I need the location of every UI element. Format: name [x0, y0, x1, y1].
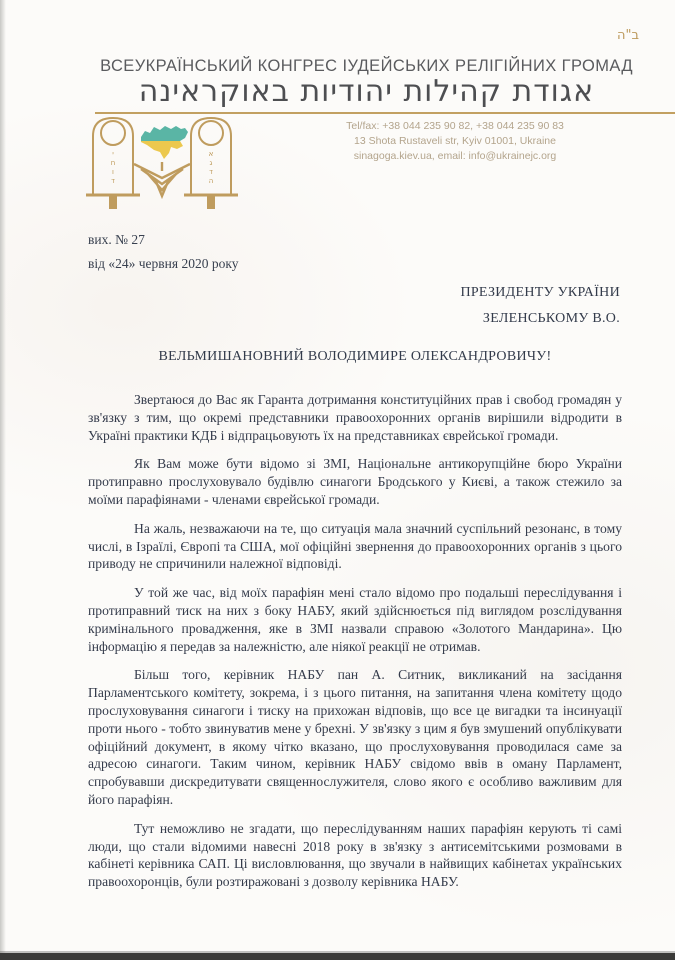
svg-text:ד: ד [209, 168, 213, 176]
left-scroll-handle [109, 196, 117, 209]
org-name-ukrainian: ВСЕУКРАЇНСЬКИЙ КОНГРЕС ІУДЕЙСЬКИХ РЕЛІГІЙНИХ ГРОМАД [100, 57, 633, 75]
reference-block [88, 228, 238, 276]
contact-web-email: sinagoga.kiev.ua, email: info@ukrainejc.org [353, 150, 557, 162]
paragraph: Тут неможливо не згадати, що переслідуванням наших парафіян керують ті самі люди, що стали відомими навесні 2018 року в зв'язку з антисемітськими розмовами в кабінеті керівника САП. Ці висловлювання, що звучали в найвищих кабінетах українських правоохоронців, були розтиражовані з дозволу керівника НАБУ. [88, 820, 622, 890]
addressee-name: ЗЕЛЕНСЬКОМУ В.О. [482, 311, 620, 326]
svg-text:ד: ד [111, 177, 115, 185]
paragraph: На жаль, незважаючи на те, що ситуація мала значний суспільний резонанс, в тому числі, в Ізраїлі, Європі та США, мої офіційні звернення до правоохоронних органів з цього приводу не спричинили належної відповіді. [88, 520, 622, 572]
svg-text:ג: ג [209, 159, 213, 167]
paragraph: Більш того, керівник НАБУ пан А. Ситник, викликаний на засідання Парламентського комітету, зокрема, і з цього питання, на запитання члена комітету щодо прослуховування синагоги і тиску на прихожан відповів, що все це вигадки та інсинуації проти нього - тобто звинуватив мене у брехні. У зв'язку з цим я був змушений опублікувати офіційний документ, в якому чітко вказано, що прослуховування проводилася саме за адресою синагоги. Таким чином, керівник НАБУ свідомо ввів в оману Парламент, спробувавши дискредитувати священнослужителя, слово якого є особливо важливим для його парафіян. [88, 667, 622, 807]
right-scroll-handle [207, 196, 215, 209]
addressee-title: ПРЕЗИДЕНТУ УКРАЇНИ [460, 285, 620, 300]
org-name-hebrew: אגודת קהילות יהודיות באוקראינה [138, 74, 595, 109]
bh-hebrew-mark: ב"ה [617, 28, 639, 43]
svg-text:ה: ה [208, 177, 214, 185]
contact-block [305, 119, 605, 164]
salutation: ВЕЛЬМИШАНОВНИЙ ВОЛОДИМИРЕ ОЛЕКСАНДРОВИЧУ! [158, 349, 552, 364]
contact-address: 13 Shota Rustaveli str, Kyiv 01001, Ukraine [354, 135, 556, 147]
paragraph: Як Вам може бути відомо зі ЗМІ, Національне антикорупційне бюро України протиправно прослуховувало будівлю синагоги Бродського у Києві, а також стежило за моїми парафіянами - членами єврейської громади. [88, 456, 622, 507]
menorah-chevrons-icon [134, 162, 190, 196]
scan-bottom-edge [0, 953, 675, 960]
svg-text:ח: ח [110, 159, 116, 167]
addressee-block [460, 280, 620, 332]
paragraph: У той же час, від моїх парафіян мені стало відомо про подальші переслідування і протиправний тиск на них з боку НАБУ, який здійснюється під виглядом розслідування кримінального провадження, яке в ЗМІ назвали справою «Золотого Мандарина». Цю інформацію я передав за належністю, але ніякої реакції не отримав. [88, 585, 622, 654]
svg-text:י: י [112, 150, 114, 158]
ukraine-map-icon [141, 126, 188, 159]
letter-body [88, 391, 622, 902]
svg-text:ו: ו [112, 168, 114, 176]
paragraph: Звертаюся до Вас як Гаранта дотримання конституційних прав і свобод громадян у зв'язку з тим, що окремі представники правоохоронних органів вирішили відродити в Україні практики КДБ і відпрацьовують їх на представниках єврейської громади. [88, 392, 622, 443]
outgoing-number: вих. № 27 [88, 232, 145, 247]
contact-phone: Tel/fax: +38 044 235 90 82, +38 044 235 90 83 [346, 120, 564, 132]
svg-text:א: א [208, 150, 214, 158]
torah-scroll-logo-icon [84, 114, 242, 212]
letter-date: від «24» червня 2020 року [88, 256, 239, 271]
scan-left-shadow [0, 0, 6, 960]
